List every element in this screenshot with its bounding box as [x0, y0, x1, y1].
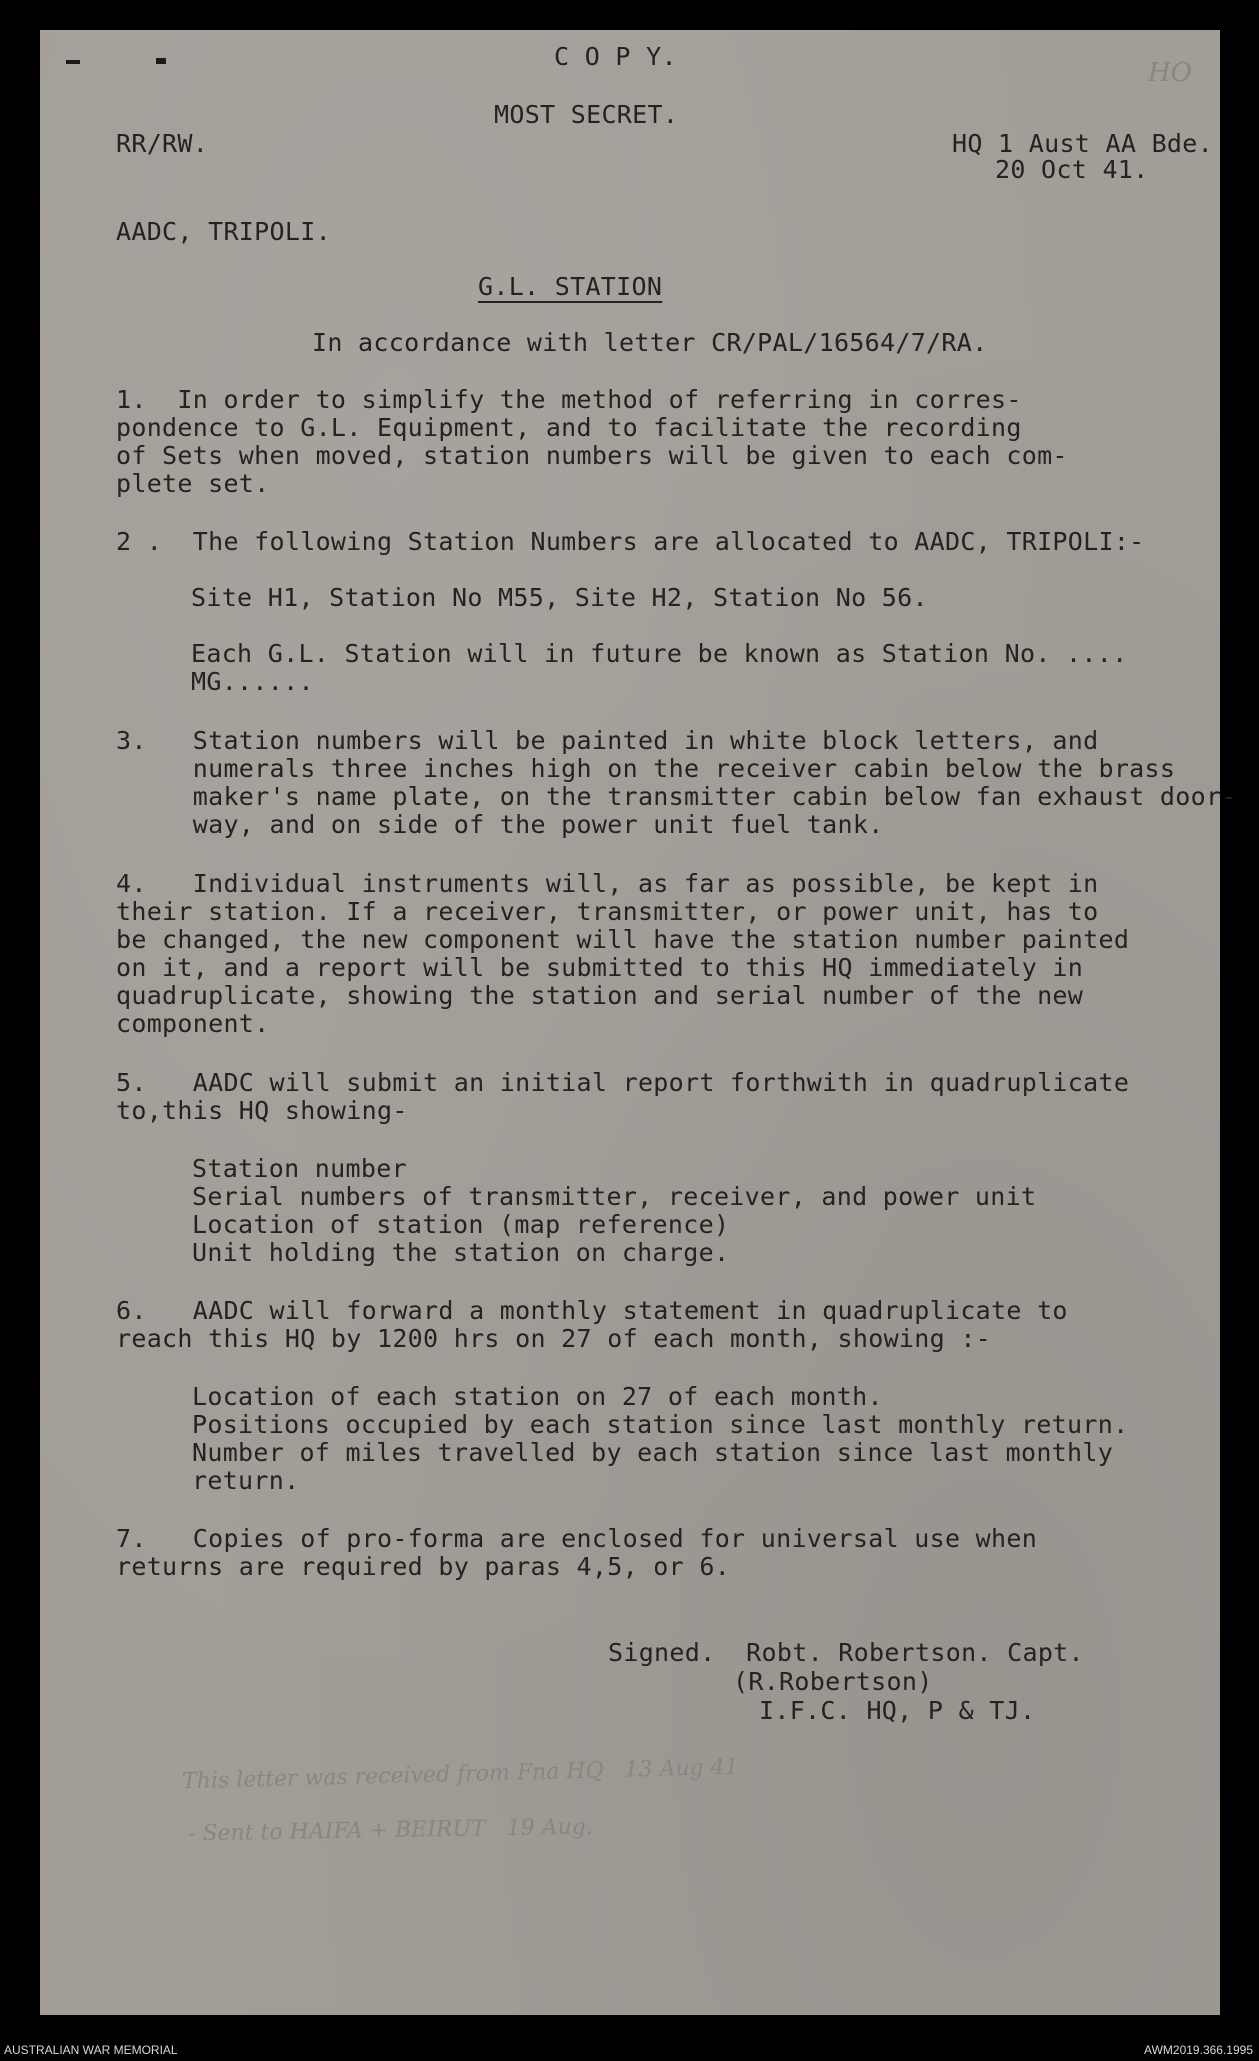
footer-bar	[0, 2039, 1259, 2061]
footer-institution: AUSTRALIAN WAR MEMORIAL	[4, 2043, 178, 2057]
document-page	[40, 30, 1237, 2015]
classification: MOST SECRET.	[494, 100, 679, 129]
paragraph-6-line: 6. AADC will forward a monthly statement in quadruplicate to	[116, 1296, 1068, 1325]
paragraph-3-line: 3. Station numbers will be painted in white block letters, and	[116, 726, 1099, 755]
paragraph-4-line: their station. If a receiver, transmitter, or power unit, has to	[116, 897, 1099, 926]
staple-mark	[156, 58, 166, 64]
paragraph-1-line: 1. In order to simplify the method of referring in corres-	[116, 385, 1022, 414]
paragraph-2-each: MG......	[191, 667, 314, 696]
paragraph-5-line: 5. AADC will submit an initial report forthwith in quadruplicate	[116, 1068, 1130, 1097]
signature-name: (R.Robertson)	[733, 1667, 933, 1696]
paragraph-1-line: pondence to G.L. Equipment, and to facilitate the recording	[116, 413, 1022, 442]
paragraph-2-sites: Site H1, Station No M55, Site H2, Station No 56.	[191, 583, 928, 612]
paragraph-6-item: Positions occupied by each station since last monthly return.	[192, 1410, 1129, 1439]
paragraph-3-line: way, and on side of the power unit fuel tank.	[116, 810, 884, 839]
addressee: AADC, TRIPOLI.	[116, 217, 331, 246]
signature-unit: I.F.C. HQ, P & TJ.	[759, 1696, 1036, 1725]
paragraph-6-item: Number of miles travelled by each station since last monthly	[192, 1438, 1114, 1467]
paragraph-5-item: Location of station (map reference)	[192, 1210, 730, 1239]
paragraph-6-item: Location of each station on 27 of each month.	[192, 1382, 883, 1411]
signature-line: Signed. Robt. Robertson. Capt.	[608, 1638, 1084, 1667]
paragraph-7-line: 7. Copies of pro-forma are enclosed for universal use when	[116, 1524, 1038, 1553]
reference-code: RR/RW.	[116, 129, 209, 158]
subject-title: G.L. STATION	[478, 272, 663, 301]
paragraph-3-line: maker's name plate, on the transmitter cabin below fan exhaust door-	[116, 782, 1237, 811]
paragraph-5-item: Serial numbers of transmitter, receiver, and power unit	[192, 1182, 1037, 1211]
paragraph-7-line: returns are required by paras 4,5, or 6.	[116, 1552, 731, 1581]
handwritten-note: This letter was received from Fna HQ 13 Aug 41	[181, 1754, 739, 1795]
paragraph-5-item: Station number	[192, 1154, 407, 1183]
paragraph-5-item: Unit holding the station on charge.	[192, 1238, 730, 1267]
paragraph-4-line: quadruplicate, showing the station and serial number of the new	[116, 981, 1084, 1010]
handwritten-note: - Sent to HAIFA + BEIRUT 19 Aug.	[187, 1814, 594, 1847]
paragraph-4-line: component.	[116, 1009, 270, 1038]
reference-letter: In accordance with letter CR/PAL/16564/7/RA.	[312, 328, 988, 357]
copy-label: C O P Y.	[554, 42, 677, 71]
paragraph-6-line: reach this HQ by 1200 hrs on 27 of each month, showing :-	[116, 1324, 992, 1353]
paragraph-4-line: 4. Individual instruments will, as far as possible, be kept in	[116, 869, 1099, 898]
paragraph-4-line: be changed, the new component will have the station number painted	[116, 925, 1130, 954]
paragraph-3-line: numerals three inches high on the receiver cabin below the brass	[116, 754, 1176, 783]
paragraph-1-line: of Sets when moved, station numbers will be given to each com-	[116, 441, 1068, 470]
paragraph-2-each: Each G.L. Station will in future be known as Station No. ....	[191, 639, 1128, 668]
paragraph-5-line: to,this HQ showing-	[116, 1096, 408, 1125]
paragraph-4-line: on it, and a report will be submitted to this HQ immediately in	[116, 953, 1084, 982]
paragraph-6-item: return.	[192, 1466, 300, 1495]
paragraph-1-line: plete set.	[116, 469, 270, 498]
paragraph-2: 2 . The following Station Numbers are allocated to AADC, TRIPOLI:-	[116, 527, 1145, 556]
corner-mark: HO	[1148, 58, 1192, 88]
footer-accession: AWM2019.366.1995	[1144, 2043, 1253, 2057]
hq-line: HQ 1 Aust AA Bde.	[952, 129, 1213, 158]
staple-mark	[66, 60, 80, 64]
date-line: 20 Oct 41.	[995, 155, 1149, 184]
